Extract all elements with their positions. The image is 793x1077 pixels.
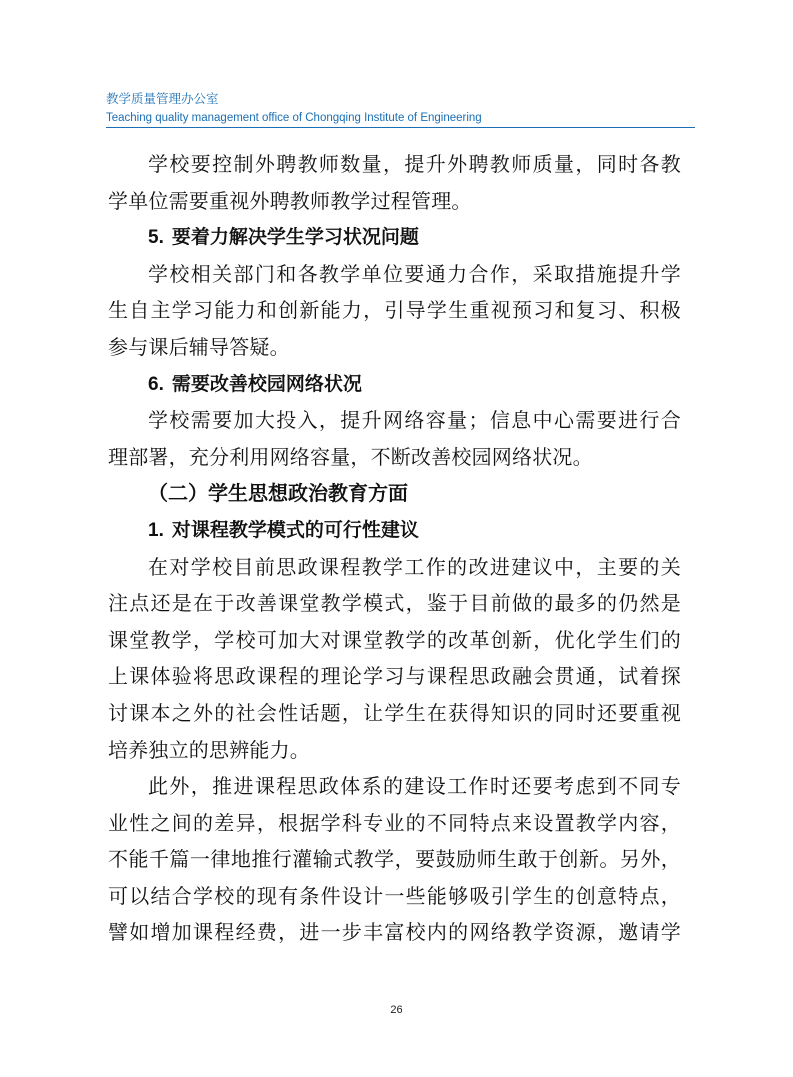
page-number: 26 bbox=[390, 1004, 403, 1016]
paragraph-line: 学单位需要重视外聘教师教学过程管理。 bbox=[108, 188, 472, 213]
paragraph-line: 学校要控制外聘教师数量，提升外聘教师质量，同时各教 bbox=[148, 152, 681, 176]
paragraph-line: 可以结合学校的现有条件设计一些能够吸引学生的创意特点， bbox=[108, 883, 681, 908]
paragraph-line: 业性之间的差异，根据学科专业的不同特点来设置教学内容， bbox=[108, 810, 681, 835]
header-title-cn: 教学质量管理办公室 bbox=[106, 91, 219, 106]
subsection-heading bbox=[108, 366, 681, 403]
paragraph-line: 生自主学习能力和创新能力，引导学生重视预习和复习、积极 bbox=[108, 298, 681, 323]
document-body bbox=[108, 146, 681, 951]
header-title-en: Teaching quality management office of Chongqing Institute of Engineering bbox=[106, 112, 482, 124]
heading-number: 5. bbox=[148, 227, 164, 249]
section-heading bbox=[108, 475, 681, 512]
paragraph-line: 此外，推进课程思政体系的建设工作时还要考虑到不同专 bbox=[148, 774, 681, 799]
heading-text: 要着力解决学生学习状况问题 bbox=[171, 226, 419, 249]
paragraph-line: 譬如增加课程经费，进一步丰富校内的网络教学资源，邀请学 bbox=[108, 920, 681, 945]
paragraph-line: 不能千篇一律地推行灌输式教学，要鼓励师生敢于创新。另外， bbox=[108, 847, 681, 872]
heading-text: 对课程教学模式的可行性建议 bbox=[171, 518, 419, 541]
header-divider bbox=[106, 127, 695, 128]
paragraph-line: 上课体验将思政课程的理论学习与课程思政融会贯通，试着探 bbox=[108, 664, 681, 689]
subsection-heading bbox=[108, 219, 681, 256]
heading-number: 1. bbox=[148, 519, 164, 541]
paragraph-line: 学校相关部门和各教学单位要通力合作，采取措施提升学 bbox=[148, 261, 681, 286]
paragraph-line: 在对学校目前思政课程教学工作的改进建议中，主要的关 bbox=[148, 554, 681, 579]
heading-text: （二）学生思想政治教育方面 bbox=[148, 481, 408, 506]
subsection-heading bbox=[108, 512, 681, 549]
paragraph-line: 理部署，充分利用网络容量，不断改善校园网络状况。 bbox=[108, 444, 593, 469]
paragraph-line: 课堂教学，学校可加大对课堂教学的改革创新，优化学生们的 bbox=[108, 627, 681, 652]
page-header bbox=[106, 91, 695, 126]
heading-number: 6. bbox=[148, 373, 164, 395]
paragraph-line: 注点还是在于改善课堂教学模式，鉴于目前做的最多的仍然是 bbox=[108, 591, 681, 616]
paragraph-line: 培养独立的思辨能力。 bbox=[108, 737, 310, 762]
heading-text: 需要改善校园网络状况 bbox=[171, 372, 362, 395]
paragraph-line: 学校需要加大投入，提升网络容量；信息中心需要进行合 bbox=[148, 408, 681, 433]
paragraph-line: 参与课后辅导答疑。 bbox=[108, 334, 290, 359]
paragraph-line: 讨课本之外的社会性话题，让学生在获得知识的同时还要重视 bbox=[108, 700, 681, 725]
